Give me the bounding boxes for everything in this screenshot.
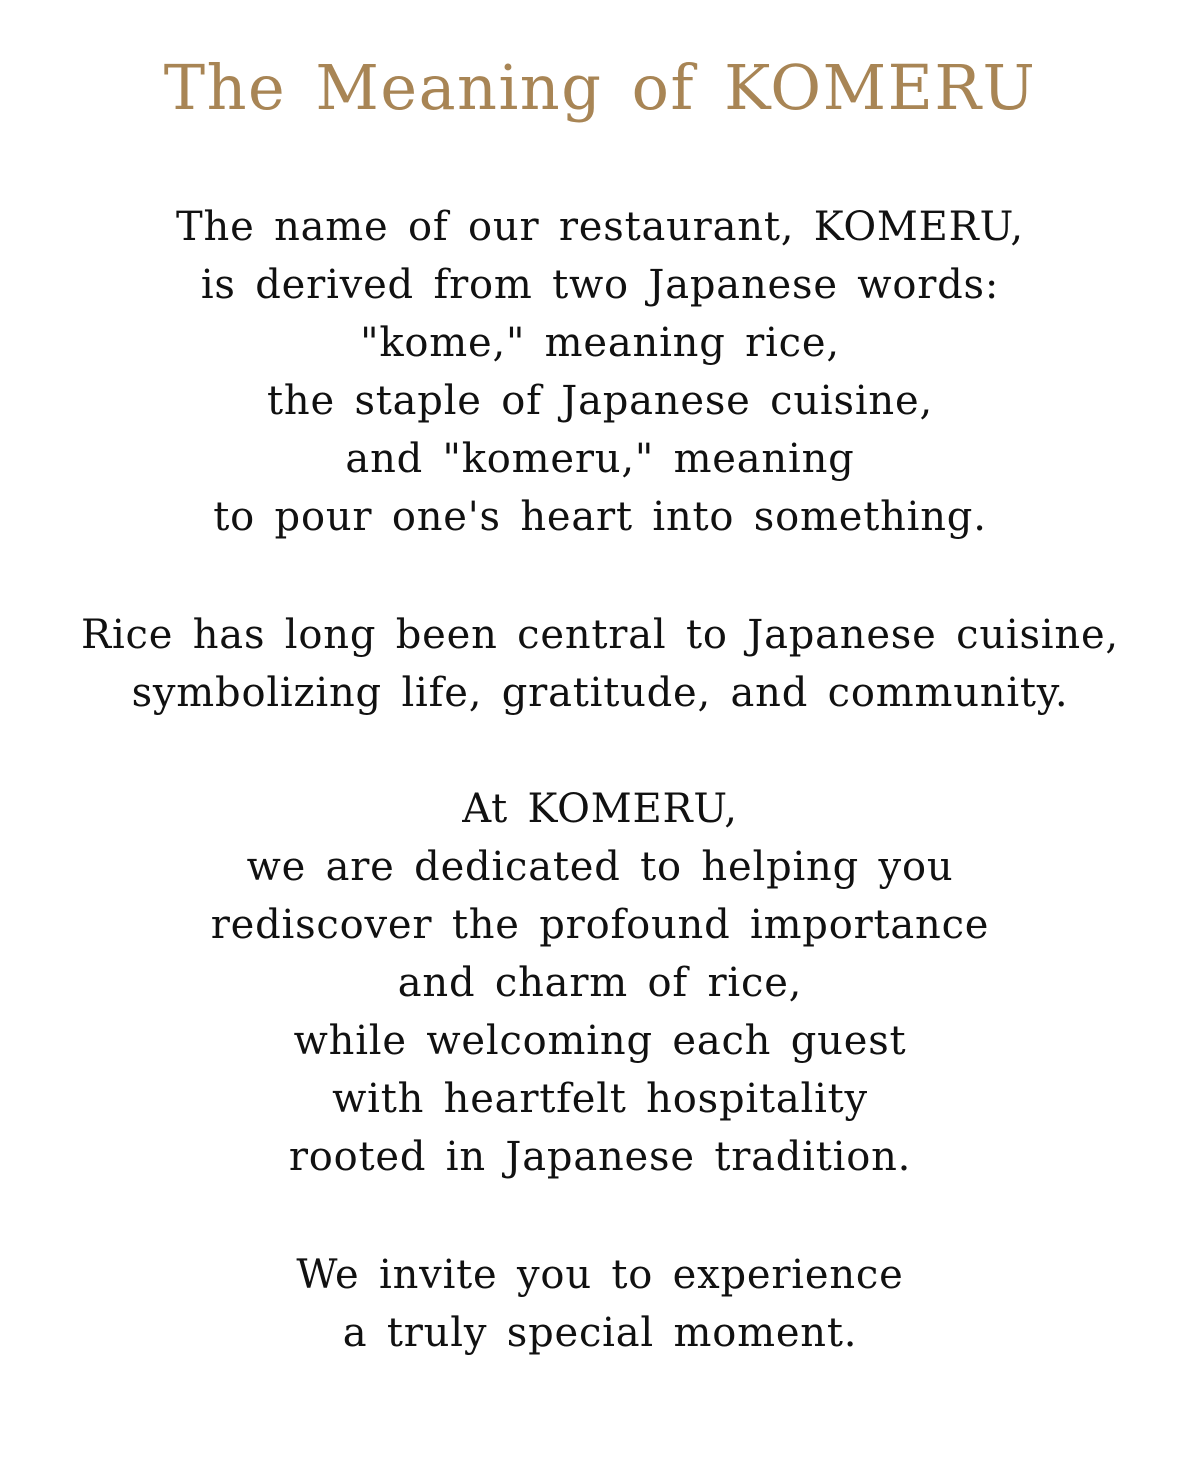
text-line: to pour one's heart into something.	[213, 494, 987, 540]
text-line: symbolizing life, gratitude, and community.	[131, 670, 1069, 716]
text-line: Rice has long been central to Japanese cuisine,	[81, 612, 1119, 658]
paragraph-name-origin	[0, 198, 1200, 546]
text-line: the staple of Japanese cuisine,	[267, 378, 933, 424]
paragraph-invitation	[0, 1246, 1200, 1362]
text-line: with heartfelt hospitality	[332, 1076, 868, 1122]
paragraph-rice-significance	[0, 606, 1200, 722]
text-line: rooted in Japanese tradition.	[288, 1134, 912, 1180]
text-line: The name of our restaurant, KOMERU,	[176, 204, 1024, 250]
text-line: a truly special moment.	[342, 1310, 858, 1356]
text-line: At KOMERU,	[462, 786, 738, 832]
text-line: and charm of rice,	[397, 960, 803, 1006]
paragraph-mission	[0, 780, 1200, 1186]
text-line: is derived from two Japanese words:	[200, 262, 1000, 308]
text-line: We invite you to experience	[296, 1252, 904, 1298]
text-line: we are dedicated to helping you	[246, 844, 954, 890]
page-title: The Meaning of KOMERU	[163, 51, 1037, 124]
text-line: rediscover the profound importance	[210, 902, 990, 948]
text-line: while welcoming each guest	[293, 1018, 907, 1064]
text-line: and "komeru," meaning	[345, 436, 855, 482]
text-line: "kome," meaning rice,	[360, 320, 840, 366]
